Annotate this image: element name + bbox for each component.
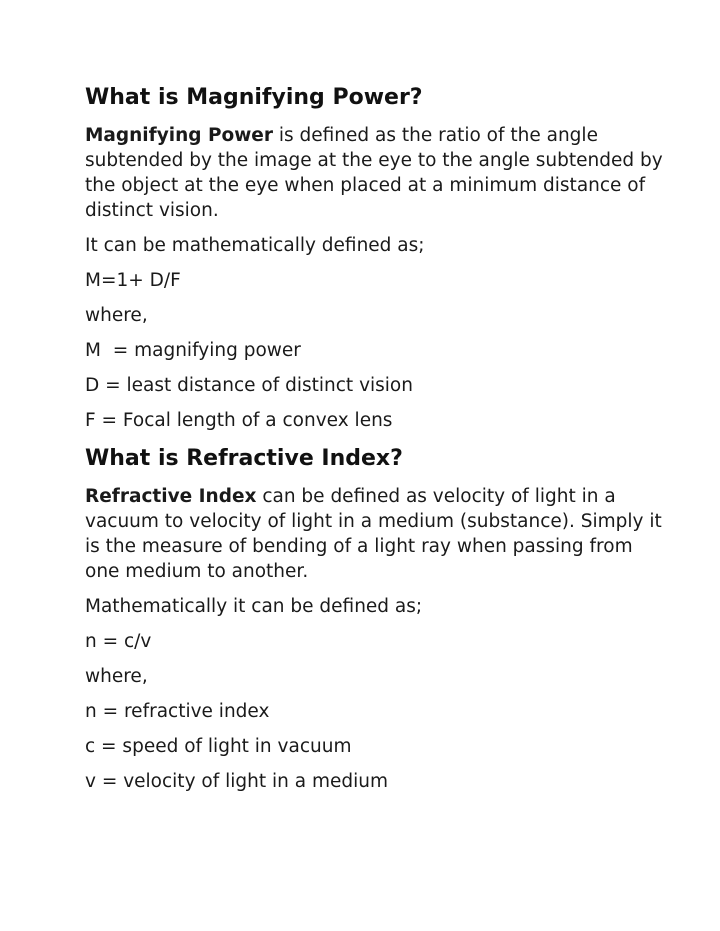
definition-paragraph (85, 484, 665, 584)
variable-line: M = magnifying power (85, 340, 301, 361)
heading-refractive-index: What is Refractive Index? (85, 446, 403, 471)
formula-intro: Mathematically it can be defined as; (85, 596, 423, 617)
definition-text: is defined as the ratio of the angle subtended by the image at the eye to the angle subtended by the object at the eye when placed at a minimum distance of distinct vision. (85, 125, 663, 221)
formula: M=1+ D/F (85, 270, 181, 291)
variable-line: c = speed of light in vacuum (85, 736, 352, 757)
section-refractive-index (85, 445, 665, 794)
definition-term: Magnifying Power (85, 125, 273, 146)
where-label: where, (85, 305, 148, 326)
section-magnifying-power (85, 84, 665, 433)
definition-text: can be defined as velocity of light in a vacuum to velocity of light in a medium (substance). Simply it is the measure of bending of a light ray when passing from one medium to another. (85, 486, 662, 582)
variable-line: v = velocity of light in a medium (85, 771, 388, 792)
document-page (85, 84, 665, 804)
where-label: where, (85, 666, 148, 687)
definition-paragraph (85, 123, 665, 223)
formula: n = c/v (85, 631, 152, 652)
definition-term: Refractive Index (85, 486, 257, 507)
variable-line: n = refractive index (85, 701, 270, 722)
variable-line: D = least distance of distinct vision (85, 375, 413, 396)
heading-magnifying-power: What is Magnifying Power? (85, 85, 423, 110)
formula-intro: It can be mathematically defined as; (85, 235, 425, 256)
variable-line: F = Focal length of a convex lens (85, 410, 393, 431)
